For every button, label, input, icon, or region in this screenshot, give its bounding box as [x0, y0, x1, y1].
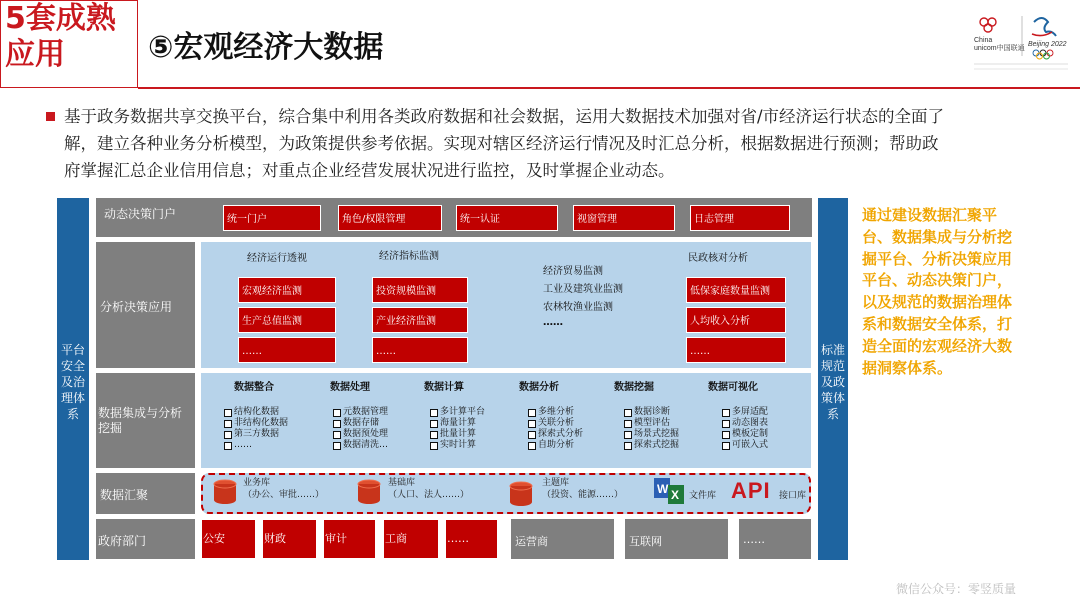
database-icon [508, 481, 534, 511]
portal-item[interactable]: 日志管理 [690, 205, 790, 231]
integration-item: 探索式分析 [528, 429, 618, 440]
integration-label: 数据集成与分析挖掘 [98, 406, 183, 435]
svg-text:W: W [657, 482, 669, 496]
integration-column [519, 378, 618, 451]
svg-text:X: X [671, 488, 680, 502]
gov-other-item[interactable]: 运营商 [511, 519, 614, 559]
section-tag-line2: 应用 [5, 37, 65, 72]
right-standards-bar [818, 198, 848, 560]
gather-label: 数据汇聚 [100, 488, 149, 502]
integration-item: 元数据管理 [333, 407, 423, 418]
analysis-item[interactable]: 投资规模监测 [372, 277, 468, 303]
integration-item: 实时计算 [430, 440, 520, 451]
portal-item[interactable]: 视窗管理 [573, 205, 675, 231]
left-bar-label: 平台安全及治理体系 [60, 343, 85, 421]
integration-item: 多屏适配 [722, 407, 810, 418]
gov-dept-item[interactable]: 工商 [383, 519, 439, 559]
word-excel-icon [652, 476, 686, 510]
integration-column-title: 数据处理 [330, 382, 370, 393]
api-logo: API [731, 478, 771, 503]
analysis-item[interactable]: 宏观经济监测 [238, 277, 336, 303]
analysis-label-box [96, 242, 195, 368]
integration-column-title: 数据可视化 [708, 382, 758, 393]
database-icon [356, 479, 382, 509]
intro-paragraph: 基于政务数据共享交换平台，综合集中利用各类政府数据和社会数据，运用大数据技术加强对省/市经济运行状态的全面了解，建立各种业务分析模型，为政策提供参考依据。实现对辖区经济运行情况及时汇总分析，根据数据进行预测；帮助政府掌握汇总企业信用信息；对重点企业经营发展状况进行监控，及时掌握企业动态。 [64, 107, 945, 180]
right-bar-label: 标准规范及政策体系 [820, 343, 845, 421]
page-title: ⑤宏观经济大数据 [148, 30, 384, 65]
analysis-plain-item: 经济贸易监测 [543, 266, 603, 277]
gov-dept-item[interactable]: 审计 [323, 519, 376, 559]
api-lib-label: 接口库 [779, 491, 807, 501]
summary-text: 通过建设数据汇聚平台、数据集成与分析挖掘平台、分析决策应用平台、动态决策门户，以及规范的数据治理体系和数据安全体系，打造全面的宏观经济大数据洞察体系。 [862, 206, 1013, 377]
gov-dept-item[interactable]: 公安 [201, 519, 256, 559]
section-tag [0, 0, 138, 88]
header-rule [138, 87, 1080, 89]
analysis-item[interactable]: 人均收入分析 [686, 307, 786, 333]
integration-item: 模板定制 [722, 429, 810, 440]
analysis-plain-item: 农林牧渔业监测 [543, 302, 613, 313]
db-name: 业务库 [243, 478, 271, 488]
integration-item: 数据诊断 [624, 407, 714, 418]
analysis-item[interactable]: …… [238, 337, 336, 363]
analysis-group-title: 经济运行透视 [247, 253, 307, 264]
integration-item: 数据预处理 [333, 429, 423, 440]
integration-item: 关联分析 [528, 418, 618, 429]
db-detail: （办公、审批……） [243, 490, 325, 500]
unicom-olympic-logo-icon [972, 12, 1072, 74]
integration-column [708, 378, 810, 451]
integration-column-title: 数据分析 [519, 382, 559, 393]
integration-item: 多维分析 [528, 407, 618, 418]
analysis-label: 分析决策应用 [100, 300, 173, 314]
analysis-plain-item: …… [543, 317, 563, 328]
integration-item: 可嵌入式 [722, 440, 810, 451]
analysis-item[interactable]: 低保家庭数量监测 [686, 277, 786, 303]
gov-other-item[interactable]: 互联网 [625, 519, 728, 559]
svg-text:China: China [974, 37, 993, 44]
db-entry [542, 477, 623, 501]
analysis-group-title: 经济指标监测 [379, 251, 439, 262]
gov-label-box [96, 519, 195, 559]
gov-dept-item[interactable]: 财政 [262, 519, 317, 559]
portal-item[interactable]: 角色/权限管理 [338, 205, 442, 231]
gather-label-box [96, 473, 195, 514]
integration-item: 第三方数据 [224, 429, 314, 440]
db-detail: （投资、能源……） [542, 490, 624, 500]
integration-item: 海量计算 [430, 418, 520, 429]
integration-item: 模型评估 [624, 418, 714, 429]
integration-item: 非结构化数据 [224, 418, 314, 429]
svg-text:Beijing 2022: Beijing 2022 [1028, 41, 1067, 48]
integration-column [330, 378, 423, 451]
integration-column-title: 数据整合 [234, 382, 274, 393]
analysis-group-title: 民政核对分析 [688, 253, 748, 264]
integration-column [424, 378, 520, 451]
integration-item: 结构化数据 [224, 407, 314, 418]
integration-item: 场景式挖掘 [624, 429, 714, 440]
svg-text:unicom中国联通: unicom中国联通 [974, 45, 1025, 52]
gov-other-item[interactable]: …… [739, 519, 811, 559]
integration-column [614, 378, 714, 451]
portal-label: 动态决策门户 [104, 207, 177, 221]
integration-item: 多计算平台 [430, 407, 520, 418]
portal-item[interactable]: 统一认证 [456, 205, 558, 231]
watermark: 微信公众号：零竖质量 [896, 582, 1017, 596]
integration-item: 数据清洗… [333, 440, 423, 451]
database-icon [212, 479, 238, 509]
db-name: 主题库 [542, 478, 570, 488]
integration-item: 批量计算 [430, 429, 520, 440]
section-tag-line1: 5套成熟 [5, 1, 116, 36]
file-lib-label: 文件库 [689, 491, 717, 501]
gov-dept-item[interactable]: …… [445, 519, 498, 559]
integration-item: 动态图表 [722, 418, 810, 429]
db-entry [243, 477, 324, 501]
analysis-plain-item: 工业及建筑业监测 [543, 284, 623, 295]
integration-item: 数据存储 [333, 418, 423, 429]
db-detail: （人口、法人……） [388, 490, 470, 500]
analysis-item[interactable]: …… [372, 337, 468, 363]
db-entry [388, 477, 469, 501]
integration-column [224, 378, 314, 451]
integration-item: …… [224, 440, 314, 451]
integration-column-title: 数据计算 [424, 382, 464, 393]
integration-item: 探索式挖掘 [624, 440, 714, 451]
bullet-marker [46, 112, 55, 121]
integration-column-title: 数据挖掘 [614, 382, 654, 393]
left-governance-bar [57, 198, 89, 560]
brand-logo [972, 12, 1072, 74]
integration-label-box [96, 373, 195, 468]
portal-item[interactable]: 统一门户 [223, 205, 321, 231]
integration-item: 自助分析 [528, 440, 618, 451]
gov-label: 政府部门 [98, 534, 147, 548]
analysis-item[interactable]: 产业经济监测 [372, 307, 468, 333]
db-name: 基础库 [388, 478, 416, 488]
analysis-item[interactable]: 生产总值监测 [238, 307, 336, 333]
analysis-item[interactable]: …… [686, 337, 786, 363]
